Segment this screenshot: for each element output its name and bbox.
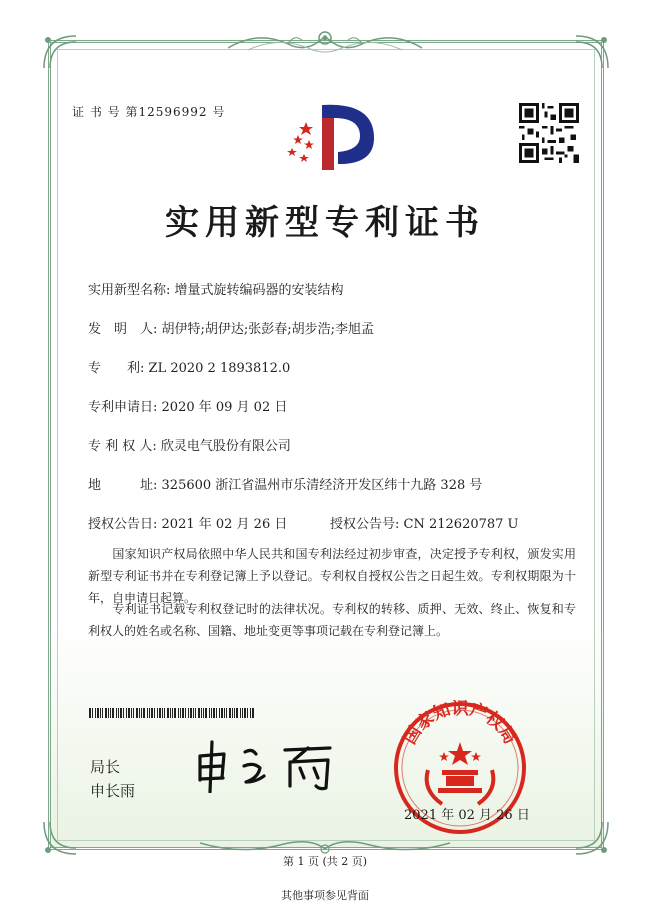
certificate-paragraph-1: 国家知识产权局依照中华人民共和国专利法经过初步审查，决定授予专利权，颁发实用新型专利证书并在专利登记簿上予以登记。专利权自授权公告之日起生效。专利权期限为十年，自申请日起算。 bbox=[88, 547, 576, 605]
grant-date-value: 2021 年 02 月 26 日 bbox=[161, 517, 288, 532]
corner-ornament-top-right-icon bbox=[572, 32, 612, 72]
back-note: 其他事项参见背面 bbox=[281, 889, 369, 902]
patent-office-logo-icon bbox=[282, 100, 382, 175]
utility-model-name-label: 实用新型名称: bbox=[88, 283, 171, 298]
barcode-icon bbox=[89, 708, 257, 718]
grant-number-label: 授权公告号: bbox=[330, 517, 400, 532]
patent-number-row bbox=[88, 357, 290, 376]
page-number: 第 1 页 (共 2 页) bbox=[282, 855, 368, 868]
page-title: 实用新型专利证书 bbox=[165, 203, 485, 243]
grant-date-label: 授权公告日: bbox=[88, 517, 158, 532]
top-ornament-icon bbox=[228, 26, 422, 56]
director-title-label: 局长 bbox=[90, 758, 121, 776]
patentee-row bbox=[88, 435, 291, 454]
filing-date-value: 2020 年 09 月 02 日 bbox=[161, 400, 288, 415]
qr-code-icon bbox=[519, 103, 579, 163]
grant-number-value: CN 212620787 U bbox=[403, 517, 519, 532]
svg-text:国家知识产权局 bbox=[400, 700, 520, 748]
filing-date-row bbox=[88, 396, 287, 415]
patentee-label: 专 利 权 人: bbox=[88, 439, 157, 454]
inventor-row bbox=[88, 318, 374, 337]
grant-date-row bbox=[88, 513, 287, 532]
address-value: 325600 浙江省温州市乐清经济开发区纬十九路 328 号 bbox=[161, 478, 483, 493]
patent-number-label: 专 利: bbox=[88, 361, 145, 376]
address-row bbox=[88, 474, 482, 493]
corner-ornament-bottom-left-icon bbox=[40, 818, 80, 858]
corner-ornament-top-left-icon bbox=[40, 32, 80, 72]
director-name-label: 申长雨 bbox=[90, 782, 136, 800]
inventor-value: 胡伊特;胡伊达;张彭春;胡步浩;李旭孟 bbox=[161, 322, 375, 337]
utility-model-name-value: 增量式旋转编码器的安装结构 bbox=[174, 283, 344, 298]
director-signature-icon bbox=[190, 738, 340, 793]
grant-number-row bbox=[330, 513, 519, 532]
inventor-label: 发 明 人: bbox=[88, 322, 158, 337]
corner-ornament-bottom-right-icon bbox=[572, 818, 612, 858]
patentee-value: 欣灵电气股份有限公司 bbox=[160, 439, 291, 454]
filing-date-label: 专利申请日: bbox=[88, 400, 158, 415]
utility-model-name-row bbox=[88, 279, 344, 298]
address-label: 地 址: bbox=[88, 478, 158, 493]
seal-date: 2021 年 02 月 26 日 bbox=[404, 808, 530, 823]
certificate-number: 证 书 号 第12596992 号 bbox=[72, 105, 226, 119]
certificate-paragraph-2: 专利证书记载专利权登记时的法律状况。专利权的转移、质押、无效、终止、恢复和专利权人的姓名或名称、国籍、地址变更等事项记载在专利登记簿上。 bbox=[88, 602, 576, 638]
patent-number-value: ZL 2020 2 1893812.0 bbox=[148, 361, 291, 376]
seal-text: 国家知识产权局 bbox=[400, 700, 520, 748]
